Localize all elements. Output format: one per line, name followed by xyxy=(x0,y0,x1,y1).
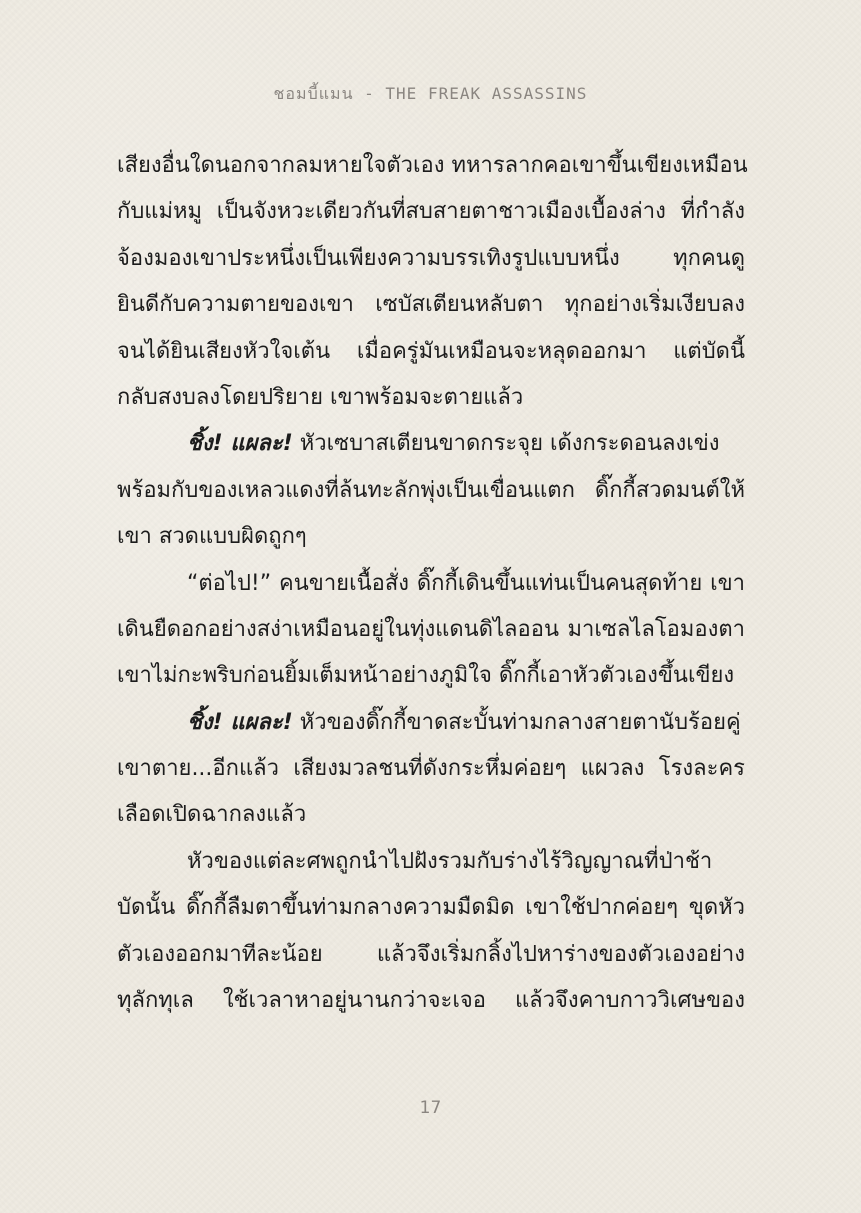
text-line: กับแม่หมู เป็นจังหวะเดียวกันที่สบสายตาชาวเมืองเบื้องล่าง ที่กำลัง xyxy=(117,199,745,225)
text-line: เขา สวดแบบผิดถูกๆ xyxy=(117,524,307,550)
text-line: เขาตาย...อีกแล้ว เสียงมวลชนที่ดังกระหึ่มค่อยๆ แผวลง โรงละคร xyxy=(117,756,745,782)
text-line: จนได้ยินเสียงหัวใจเต้น เมื่อครู่มันเหมือนจะหลุดออกมา แต่บัดนี้ xyxy=(117,338,745,364)
paragraph-line xyxy=(117,421,745,467)
text-line: เขาไม่กะพริบก่อนยิ้มเต็มหน้าอย่างภูมิใจ ดิ๊กกี้เอาหัวตัวเองขึ้นเขียง xyxy=(117,663,735,689)
text-span: หัวเซบาสเตียนขาดกระจุย เด้งกระดอนลงเข่ง xyxy=(299,431,720,457)
text-line: เสียงอื่นใดนอกจากลมหายใจตัวเอง ทหารลากคอเขาขึ้นเขียงเหมือน xyxy=(117,153,748,178)
text-line: บัดนั้น ดิ๊กกี้ลืมตาขึ้นท่ามกลางความมืดมิด เขาใช้ปากค่อยๆ ขุดหัว xyxy=(117,895,745,921)
text-line: ทุลักทุเล ใช้เวลาหาอยู่นานกว่าจะเจอ แล้วจึงคาบกาววิเศษของ xyxy=(117,988,745,1014)
body-text xyxy=(117,143,748,1024)
sound-effect: ชิ้ง! แผละ! xyxy=(187,431,293,457)
paragraph-line xyxy=(117,700,745,746)
text-line: พร้อมกับของเหลวแดงที่ล้นทะลักพุ่งเป็นเขื่อนแตก ดิ๊กกี้สวดมนต์ให้ xyxy=(117,477,745,503)
text-line: จ้องมองเขาประหนึ่งเป็นเพียงความบรรเทิงรูปแบบหนึ่ง ทุกคนดู xyxy=(117,245,745,271)
page-number: 17 xyxy=(419,1098,442,1118)
text-line: “ต่อไป!” คนขายเนื้อสั่ง ดิ๊กกี้เดินขึ้นแท่นเป็นคนสุดท้าย เขา xyxy=(187,570,745,596)
text-span: หัวของดิ๊กกี้ขาดสะบั้นท่ามกลางสายตานับร้อยคู่ xyxy=(299,709,741,735)
text-line: หัวของแต่ละศพถูกนำไปฝังรวมกับร่างไร้วิญญาณที่ป่าช้า xyxy=(187,848,713,874)
text-line: ยินดีกับความตายของเขา เซบัสเตียนหลับตา ทุกอย่างเริ่มเงียบลง xyxy=(117,292,745,318)
text-line: กลับสงบลงโดยปริยาย เขาพร้อมจะตายแล้ว xyxy=(117,384,524,410)
text-line: เลือดเปิดฉากลงแล้ว xyxy=(117,802,307,828)
text-line: เดินยืดอกอย่างสง่าเหมือนอยู่ในทุ่งแดนดิไลออน มาเซลไลโอมองตา xyxy=(117,616,745,642)
running-header: ชอมบี้แมน - THE FREAK ASSASSINS xyxy=(273,84,588,103)
sound-effect: ชิ้ง! แผละ! xyxy=(187,709,293,735)
text-line: ตัวเองออกมาทีละน้อย แล้วจึงเริ่มกลิ้งไปหาร่างของตัวเองอย่าง xyxy=(117,941,745,967)
